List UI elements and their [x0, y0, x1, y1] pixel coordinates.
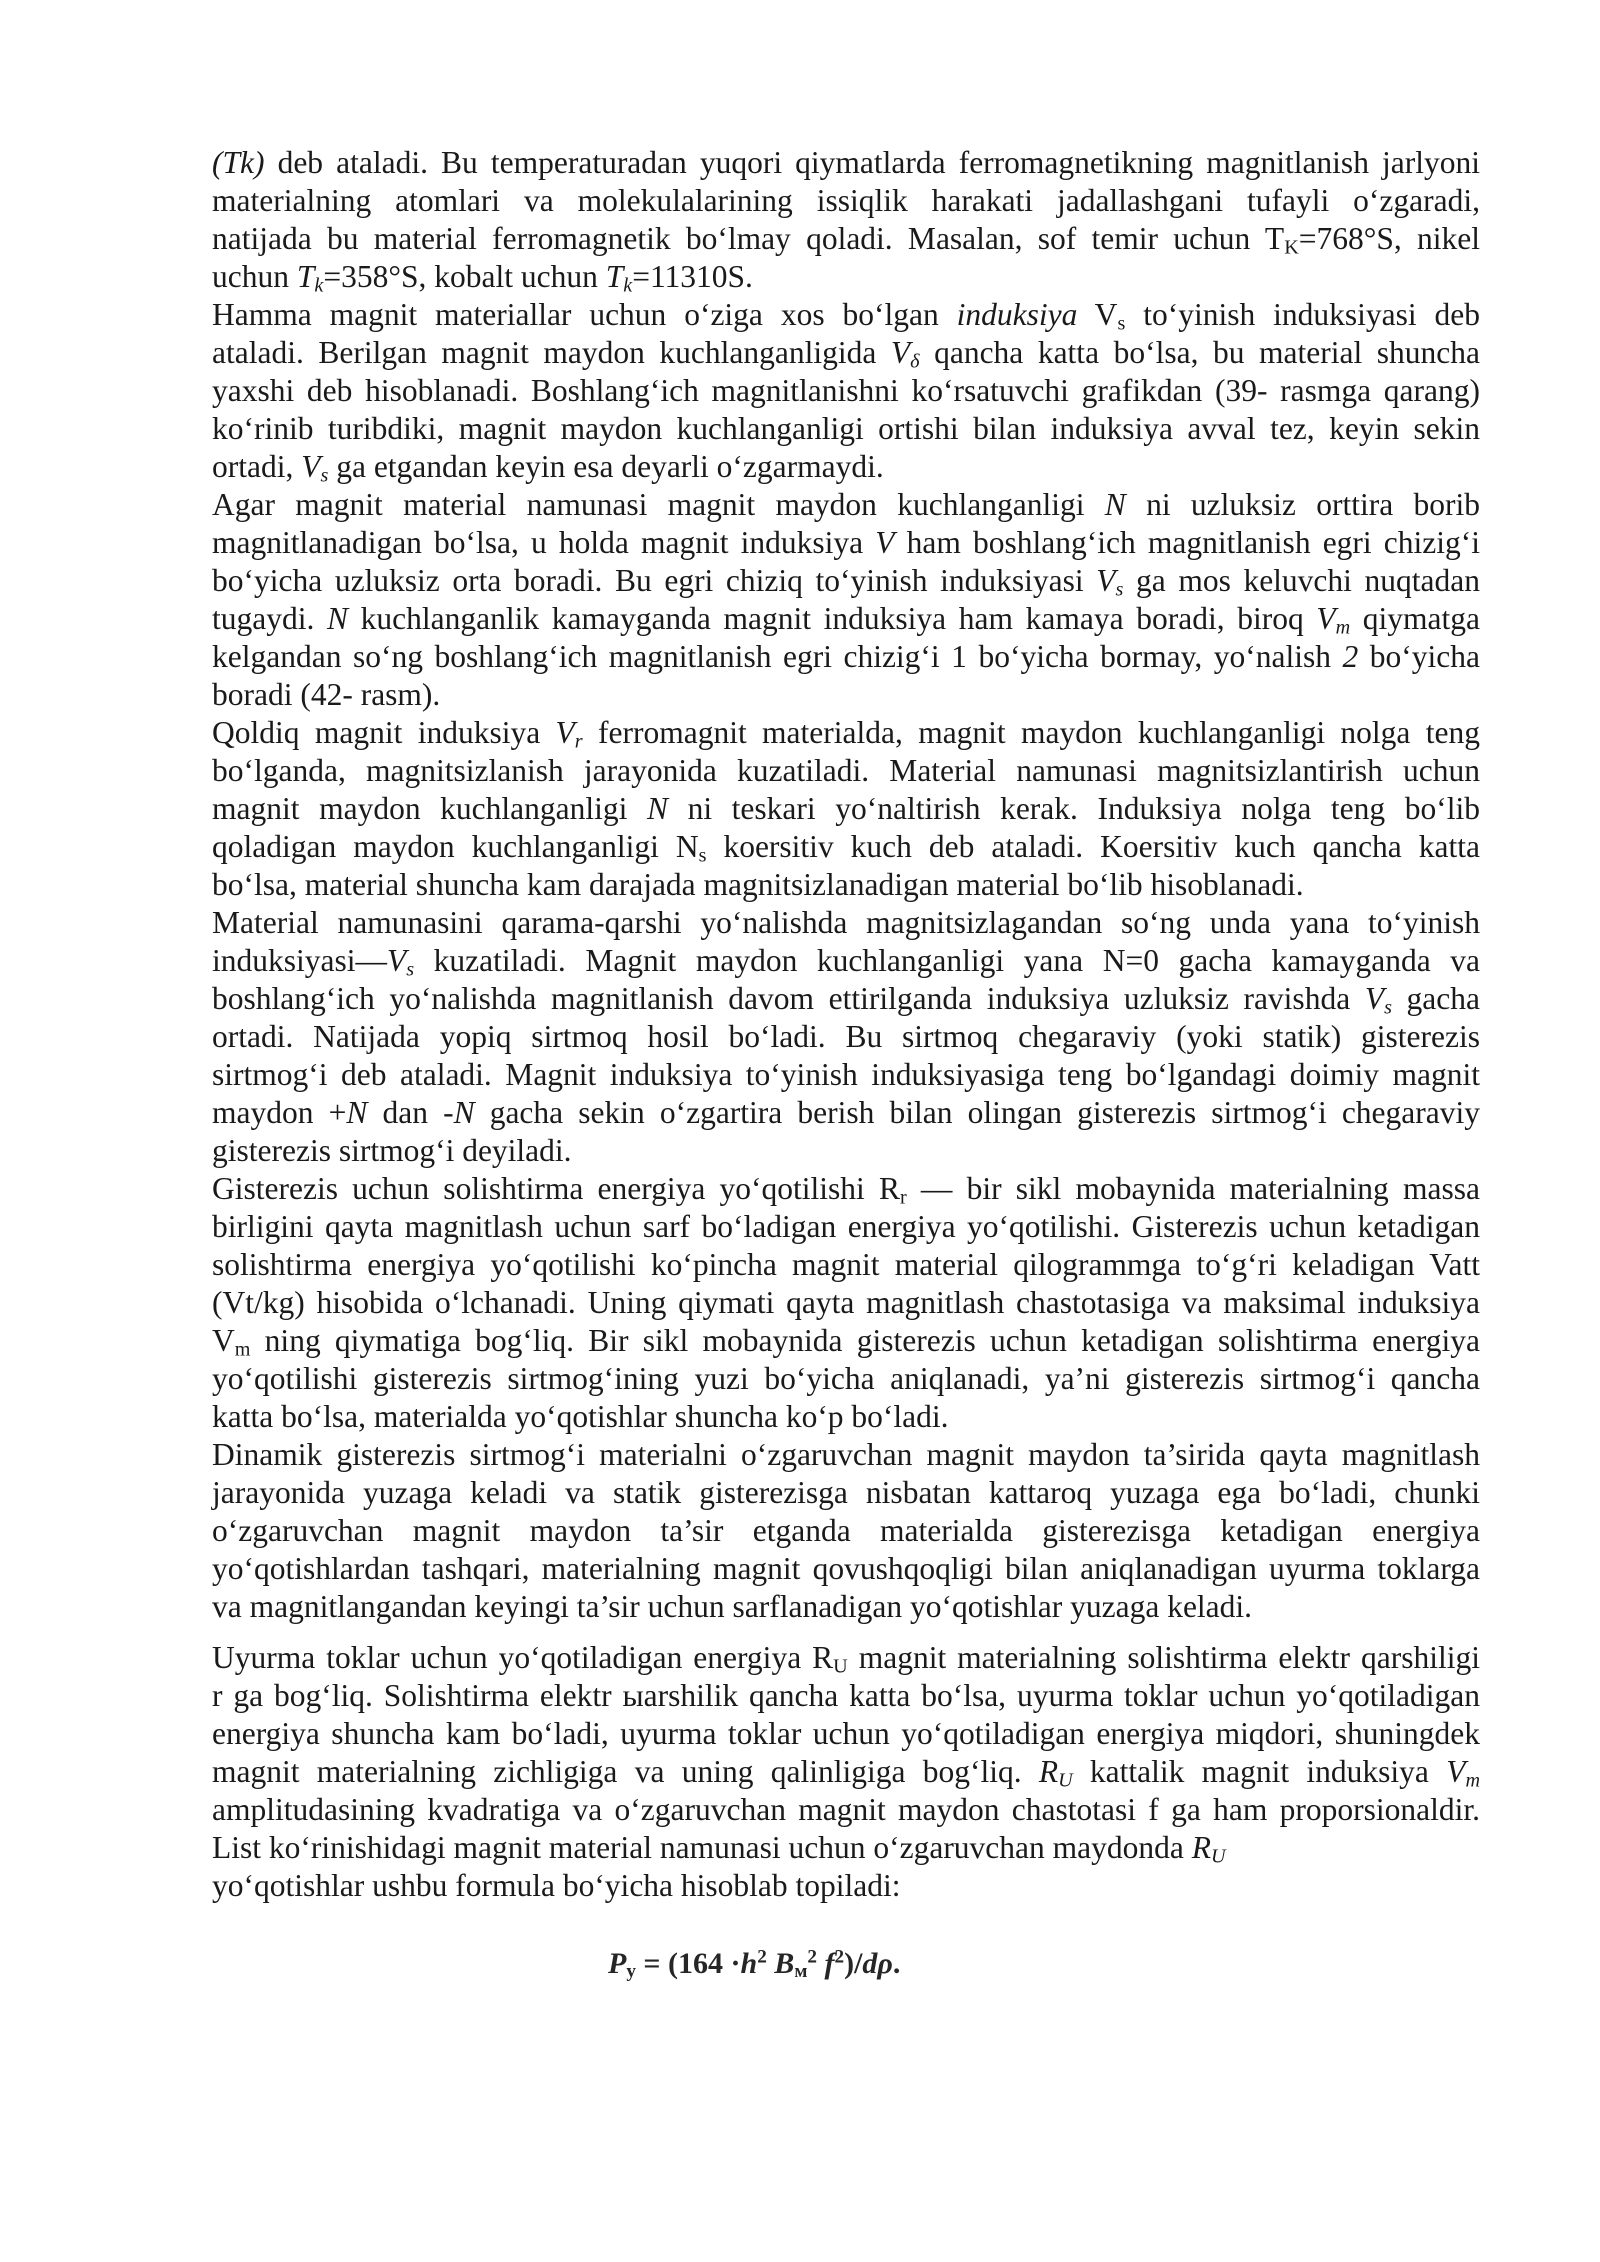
text-run: materialning atomlari va molekulalarining issiqlik harakati jadallashgani tufayli o‘zgaradi, [212, 183, 1480, 218]
subscript: K [1284, 236, 1299, 259]
text-run: gacha sekin o‘zgartira berish bilan olingan gisterezis sirtmog‘i chegaraviy [474, 1095, 1480, 1130]
italic-text: N [646, 791, 668, 826]
text-run: yo‘qotilishi gisterezis sirtmog‘ining yuzi bo‘yicha aniqlanadi, ya’ni gisterezis sirtmog‘i qancha [212, 1361, 1480, 1396]
italic-text: R [1038, 1754, 1059, 1789]
text-run: koersitiv kuch deb ataladi. Koersitiv kuch qancha katta [706, 829, 1480, 864]
subscript: U [833, 1655, 848, 1678]
italic-text: V [387, 943, 407, 978]
italic-text: V [555, 715, 575, 750]
text-run: =768°S, nikel [1298, 221, 1480, 256]
text-run: magnit materialning solishtirma elektr qarshiligi [847, 1640, 1480, 1675]
italic-text: P [608, 1947, 627, 1980]
italic-text: (Tk) [212, 145, 265, 180]
text-run: kelgandan so‘ng boshlang‘ich magnitlanish egri chizig‘i 1 bo‘yicha bormay, yo‘nalish [212, 639, 1343, 674]
text-line [212, 790, 1480, 828]
paragraph [212, 296, 1480, 486]
text-run: Uyurma toklar uchun yo‘qotiladigan energiya R [212, 1640, 834, 1675]
text-line [212, 258, 1480, 296]
superscript: 2 [807, 1946, 817, 1968]
text-line [212, 1284, 1480, 1322]
italic-subscript: s [320, 464, 329, 487]
text-line [212, 144, 1480, 182]
text-run: maydon + [212, 1095, 347, 1130]
text-run: V [1077, 297, 1118, 332]
italic-subscript: U [1058, 1769, 1073, 1792]
italic-text: N [346, 1095, 368, 1130]
italic-subscript: k [623, 274, 633, 297]
text-run: V [212, 1323, 235, 1358]
text-run: boradi (42- rasm). [212, 677, 441, 712]
text-run: to‘yinish induksiyasi deb [1125, 297, 1480, 332]
text-line [212, 448, 1480, 486]
text-run: r ga bog‘liq. Solishtirma elektr ыarshilik qancha katta bo‘lsa, uyurma toklar uchun yo‘qotiladigan [212, 1678, 1480, 1713]
italic-subscript: U [1210, 1845, 1226, 1868]
formula [608, 1942, 900, 1986]
text-line [212, 942, 1480, 980]
text-run: kattalik magnit induksiya [1072, 1754, 1447, 1789]
italic-text: B [774, 1947, 795, 1980]
text-run: sirtmog‘i deb ataladi. Magnit induksiya to‘yinish induksiyasiga teng bo‘lgandagi doimiy magnit [212, 1057, 1480, 1092]
text-line [212, 182, 1480, 220]
text-run: magnit materialning zichligiga va uning qalinligiga bog‘liq. [212, 1754, 1039, 1789]
text-line [212, 524, 1480, 562]
text-run: uchun [212, 259, 297, 294]
paragraph [212, 486, 1480, 714]
italic-text: h [740, 1947, 758, 1980]
text-line [212, 1170, 1480, 1208]
text-run: — bir sikl mobaynida materialning massa [906, 1171, 1480, 1206]
text-run: Agar magnit material namunasi magnit maydon kuchlanganligi [212, 487, 1105, 522]
italic-text: T [296, 259, 315, 294]
text-run: ortadi. Natijada yopiq sirtmoq hosil bo‘ladi. Bu sirtmoq chegaraviy (yoki statik) gisterezis [212, 1019, 1480, 1054]
text-run: kuzatiladi. Magnit maydon kuchlanganligi yana N=0 gacha kamayganda va [414, 943, 1480, 978]
text-run: bo‘yicha uzluksiz orta boradi. Bu egri chiziq to‘yinish induksiyasi [212, 563, 1097, 598]
text-run: induksiyasi— [212, 943, 388, 978]
italic-text: V [1096, 563, 1116, 598]
paragraph [212, 714, 1480, 904]
italic-text: V [875, 525, 895, 560]
text-line [212, 410, 1480, 448]
text-run: )/ [844, 1947, 863, 1980]
text-line [212, 1753, 1480, 1791]
text-line [212, 904, 1480, 942]
text-run: amplitudasining kvadratiga va o‘zgaruvchan magnit maydon chastotasi f ga ham proporsionaldir. [212, 1792, 1480, 1827]
italic-text: V [1364, 981, 1385, 1016]
text-run: magnitlanadigan bo‘lsa, u holda magnit induksiya [212, 525, 876, 560]
text-line [212, 1512, 1480, 1550]
text-line [212, 600, 1480, 638]
italic-subscript: m [1335, 616, 1351, 639]
text-line [212, 562, 1480, 600]
text-run: birligini qayta magnitlash uchun sarf bo‘ladigan energiya yo‘qotilishi. Gisterezis uchun ketadigan [212, 1209, 1480, 1244]
text-line [212, 1677, 1480, 1715]
text-run: ham boshlang‘ich magnitlanish egri chizig‘i [894, 525, 1480, 560]
text-run: ga etgandan keyin esa deyarli o‘zgarmaydi. [328, 449, 884, 484]
text-run: va magnitlangandan keyingi ta’sir uchun sarflanadigan yo‘qotishlar yuzaga keladi. [212, 1589, 1253, 1624]
text-line [212, 828, 1480, 866]
paragraph [212, 144, 1480, 296]
text-line [212, 1056, 1480, 1094]
text-line [212, 372, 1480, 410]
italic-text: V [301, 449, 321, 484]
text-line [212, 1715, 1480, 1753]
text-run: Gisterezis uchun solishtirma energiya yo‘qotilishi R [212, 1171, 900, 1206]
text-run: =358°S, kobalt uchun [323, 259, 606, 294]
subscript: у [626, 1961, 636, 1983]
text-run: . [892, 1947, 901, 1980]
text-run: =11310S. [632, 259, 753, 294]
text-line [212, 1246, 1480, 1284]
text-run: List ko‘rinishidagi magnit material namunasi uchun o‘zgaruvchan maydonda [212, 1830, 1192, 1865]
text-line [212, 1132, 1480, 1170]
text-line [212, 1436, 1480, 1474]
text-body [212, 144, 1480, 1905]
text-line [212, 752, 1480, 790]
text-run: Material namunasini qarama-qarshi yo‘nalishda magnitsizlagandan so‘ng unda yana to‘yinish [212, 905, 1480, 940]
text-run: ning qiymatiga bog‘liq. Bir sikl mobaynida gisterezis uchun ketadigan solishtirma energiya [250, 1323, 1480, 1358]
text-run: yo‘qotishlar ushbu formula bo‘yicha hisoblab topiladi: [212, 1868, 901, 1903]
text-line [212, 1208, 1480, 1246]
text-run: ko‘rinib turibdiki, magnit maydon kuchlanganligi ortishi bilan induksiya avval tez, keyin sekin [212, 411, 1480, 446]
italic-subscript: s [406, 958, 415, 981]
text-run: energiya shuncha kam bo‘ladi, uyurma toklar uchun yo‘qotiladigan energiya miqdori, shuningdek [212, 1716, 1480, 1751]
italic-text: f [824, 1947, 835, 1980]
text-run: deb ataladi. Bu temperaturadan yuqori qiymatlarda ferromagnetikning magnitlanish jarlyoni [264, 145, 1480, 180]
text-run: ataladi. Berilgan magnit maydon kuchlanganligida [212, 335, 891, 370]
text-run: = (164 · [635, 1947, 741, 1980]
italic-text: 2 [1342, 639, 1359, 674]
text-line [212, 1829, 1480, 1867]
superscript: 2 [834, 1946, 845, 1968]
text-run: qoladigan maydon kuchlanganligi N [212, 829, 699, 864]
text-run: bo‘lganda, magnitsizlanish jarayonida kuzatiladi. Material namunasi magnitsizlantirish uchun [212, 753, 1480, 788]
text-run: dan - [367, 1095, 454, 1130]
text-run: solishtirma energiya yo‘qotilishi ko‘pincha magnit material qilogrammga to‘g‘ri keladigan Vatt [212, 1247, 1480, 1282]
italic-text: V [890, 335, 911, 370]
text-run: Dinamik gisterezis sirtmog‘i materialni o‘zgaruvchan magnit maydon ta’sirida qayta magnitlash [212, 1437, 1480, 1472]
text-line [212, 1018, 1480, 1056]
text-line [212, 1588, 1480, 1626]
italic-text: N [453, 1095, 475, 1130]
text-run: ortadi, [212, 449, 302, 484]
text-run: kuchlanganlik kamayganda magnit induksiya ham kamaya boradi, biroq [348, 601, 1317, 636]
text-run: Qoldiq magnit induksiya [212, 715, 556, 750]
italic-subscript: r [574, 730, 583, 753]
text-line [212, 1360, 1480, 1398]
text-run: boshlang‘ich yo‘nalishda magnitlanish davom ettirilganda induksiya uzluksiz ravishda [212, 981, 1365, 1016]
subscript: m [234, 1338, 251, 1361]
italic-text: N [1104, 487, 1126, 522]
text-line [212, 1398, 1480, 1436]
subscript: м [794, 1961, 808, 1983]
text-line [212, 676, 1480, 714]
text-run: qiymatga [1350, 601, 1480, 636]
text-line [212, 220, 1480, 258]
text-run: magnit maydon kuchlanganligi [212, 791, 647, 826]
text-run: ga mos keluvchi nuqtadan [1123, 563, 1480, 598]
paragraph [212, 1170, 1480, 1436]
text-run: yaxshi deb hisoblanadi. Boshlang‘ich magnitlanishni ko‘rsatuvchi grafikdan (39- rasmga qarang) [212, 373, 1480, 408]
italic-text: V [1446, 1754, 1466, 1789]
italic-subscript: s [1115, 578, 1124, 601]
superscript: 2 [757, 1946, 767, 1968]
text-run: jarayonida yuzaga keladi va statik gisterezisga nisbatan kattaroq yuzaga ega bo‘ladi, chunki [212, 1475, 1480, 1510]
text-run: bo‘lsa, material shuncha kam darajada magnitsizlanadigan material bo‘lib hisoblanadi. [212, 867, 1304, 902]
text-run: Hamma magnit materiallar uchun o‘ziga xos bo‘lgan [212, 297, 957, 332]
italic-subscript: δ [910, 350, 920, 373]
text-run: natijada bu material ferromagnetik bo‘lmay qoladi. Masalan, sof temir uchun T [212, 221, 1285, 256]
text-line [212, 1867, 1480, 1905]
text-run: gacha [1391, 981, 1480, 1016]
text-line [212, 1322, 1480, 1360]
paragraph [212, 1639, 1480, 1867]
text-line [212, 296, 1480, 334]
text-line [212, 1550, 1480, 1588]
text-run: ni uzluksiz orttira borib [1125, 487, 1481, 522]
text-line [212, 1474, 1480, 1512]
text-run: tugaydi. [212, 601, 327, 636]
text-line [212, 334, 1480, 372]
text-line [212, 866, 1480, 904]
text-line [212, 638, 1480, 676]
italic-text: dρ [862, 1947, 893, 1980]
text-run: gisterezis sirtmog‘i deyiladi. [212, 1133, 572, 1168]
text-run: o‘zgaruvchan magnit maydon ta’sir etganda materialda gisterezisga ketadigan energiya [212, 1513, 1480, 1548]
text-run: bo‘yicha [1358, 639, 1480, 674]
text-run: (Vt/kg) hisobida o‘lchanadi. Uning qiymati qayta magnitlash chastotasiga va maksimal induksiya [212, 1285, 1480, 1320]
italic-text: T [605, 259, 624, 294]
italic-subscript: s [1384, 996, 1392, 1019]
text-run: qancha katta bo‘lsa, bu material shuncha [919, 335, 1480, 370]
text-line [212, 1791, 1480, 1829]
text-line [212, 1094, 1480, 1132]
italic-text: N [327, 601, 349, 636]
text-run: ni teskari yo‘naltirish kerak. Induksiya nolga teng bo‘lib [667, 791, 1480, 826]
paragraph [212, 1867, 1480, 1905]
subscript: s [698, 844, 707, 867]
subscript: s [1117, 312, 1126, 335]
text-line [212, 486, 1480, 524]
text-run: katta bo‘lsa, materialda yo‘qotishlar shuncha ko‘p bo‘ladi. [212, 1399, 949, 1434]
italic-text: R [1191, 1830, 1211, 1865]
paragraph [212, 904, 1480, 1170]
italic-text: V [1316, 601, 1336, 636]
text-line [212, 1639, 1480, 1677]
paragraph [212, 1436, 1480, 1626]
text-run: ferromagnit materialda, magnit maydon kuchlanganligi nolga teng [582, 715, 1480, 750]
italic-subscript: m [1465, 1769, 1480, 1792]
italic-subscript: k [314, 274, 324, 297]
text-line [212, 980, 1480, 1018]
subscript: r [900, 1186, 907, 1209]
text-line [212, 714, 1480, 752]
italic-text: induksiya [956, 297, 1078, 332]
text-run: yo‘qotishlardan tashqari, materialning magnit qovushqoqligi bilan aniqlanadigan uyurma toklarga [212, 1551, 1480, 1586]
